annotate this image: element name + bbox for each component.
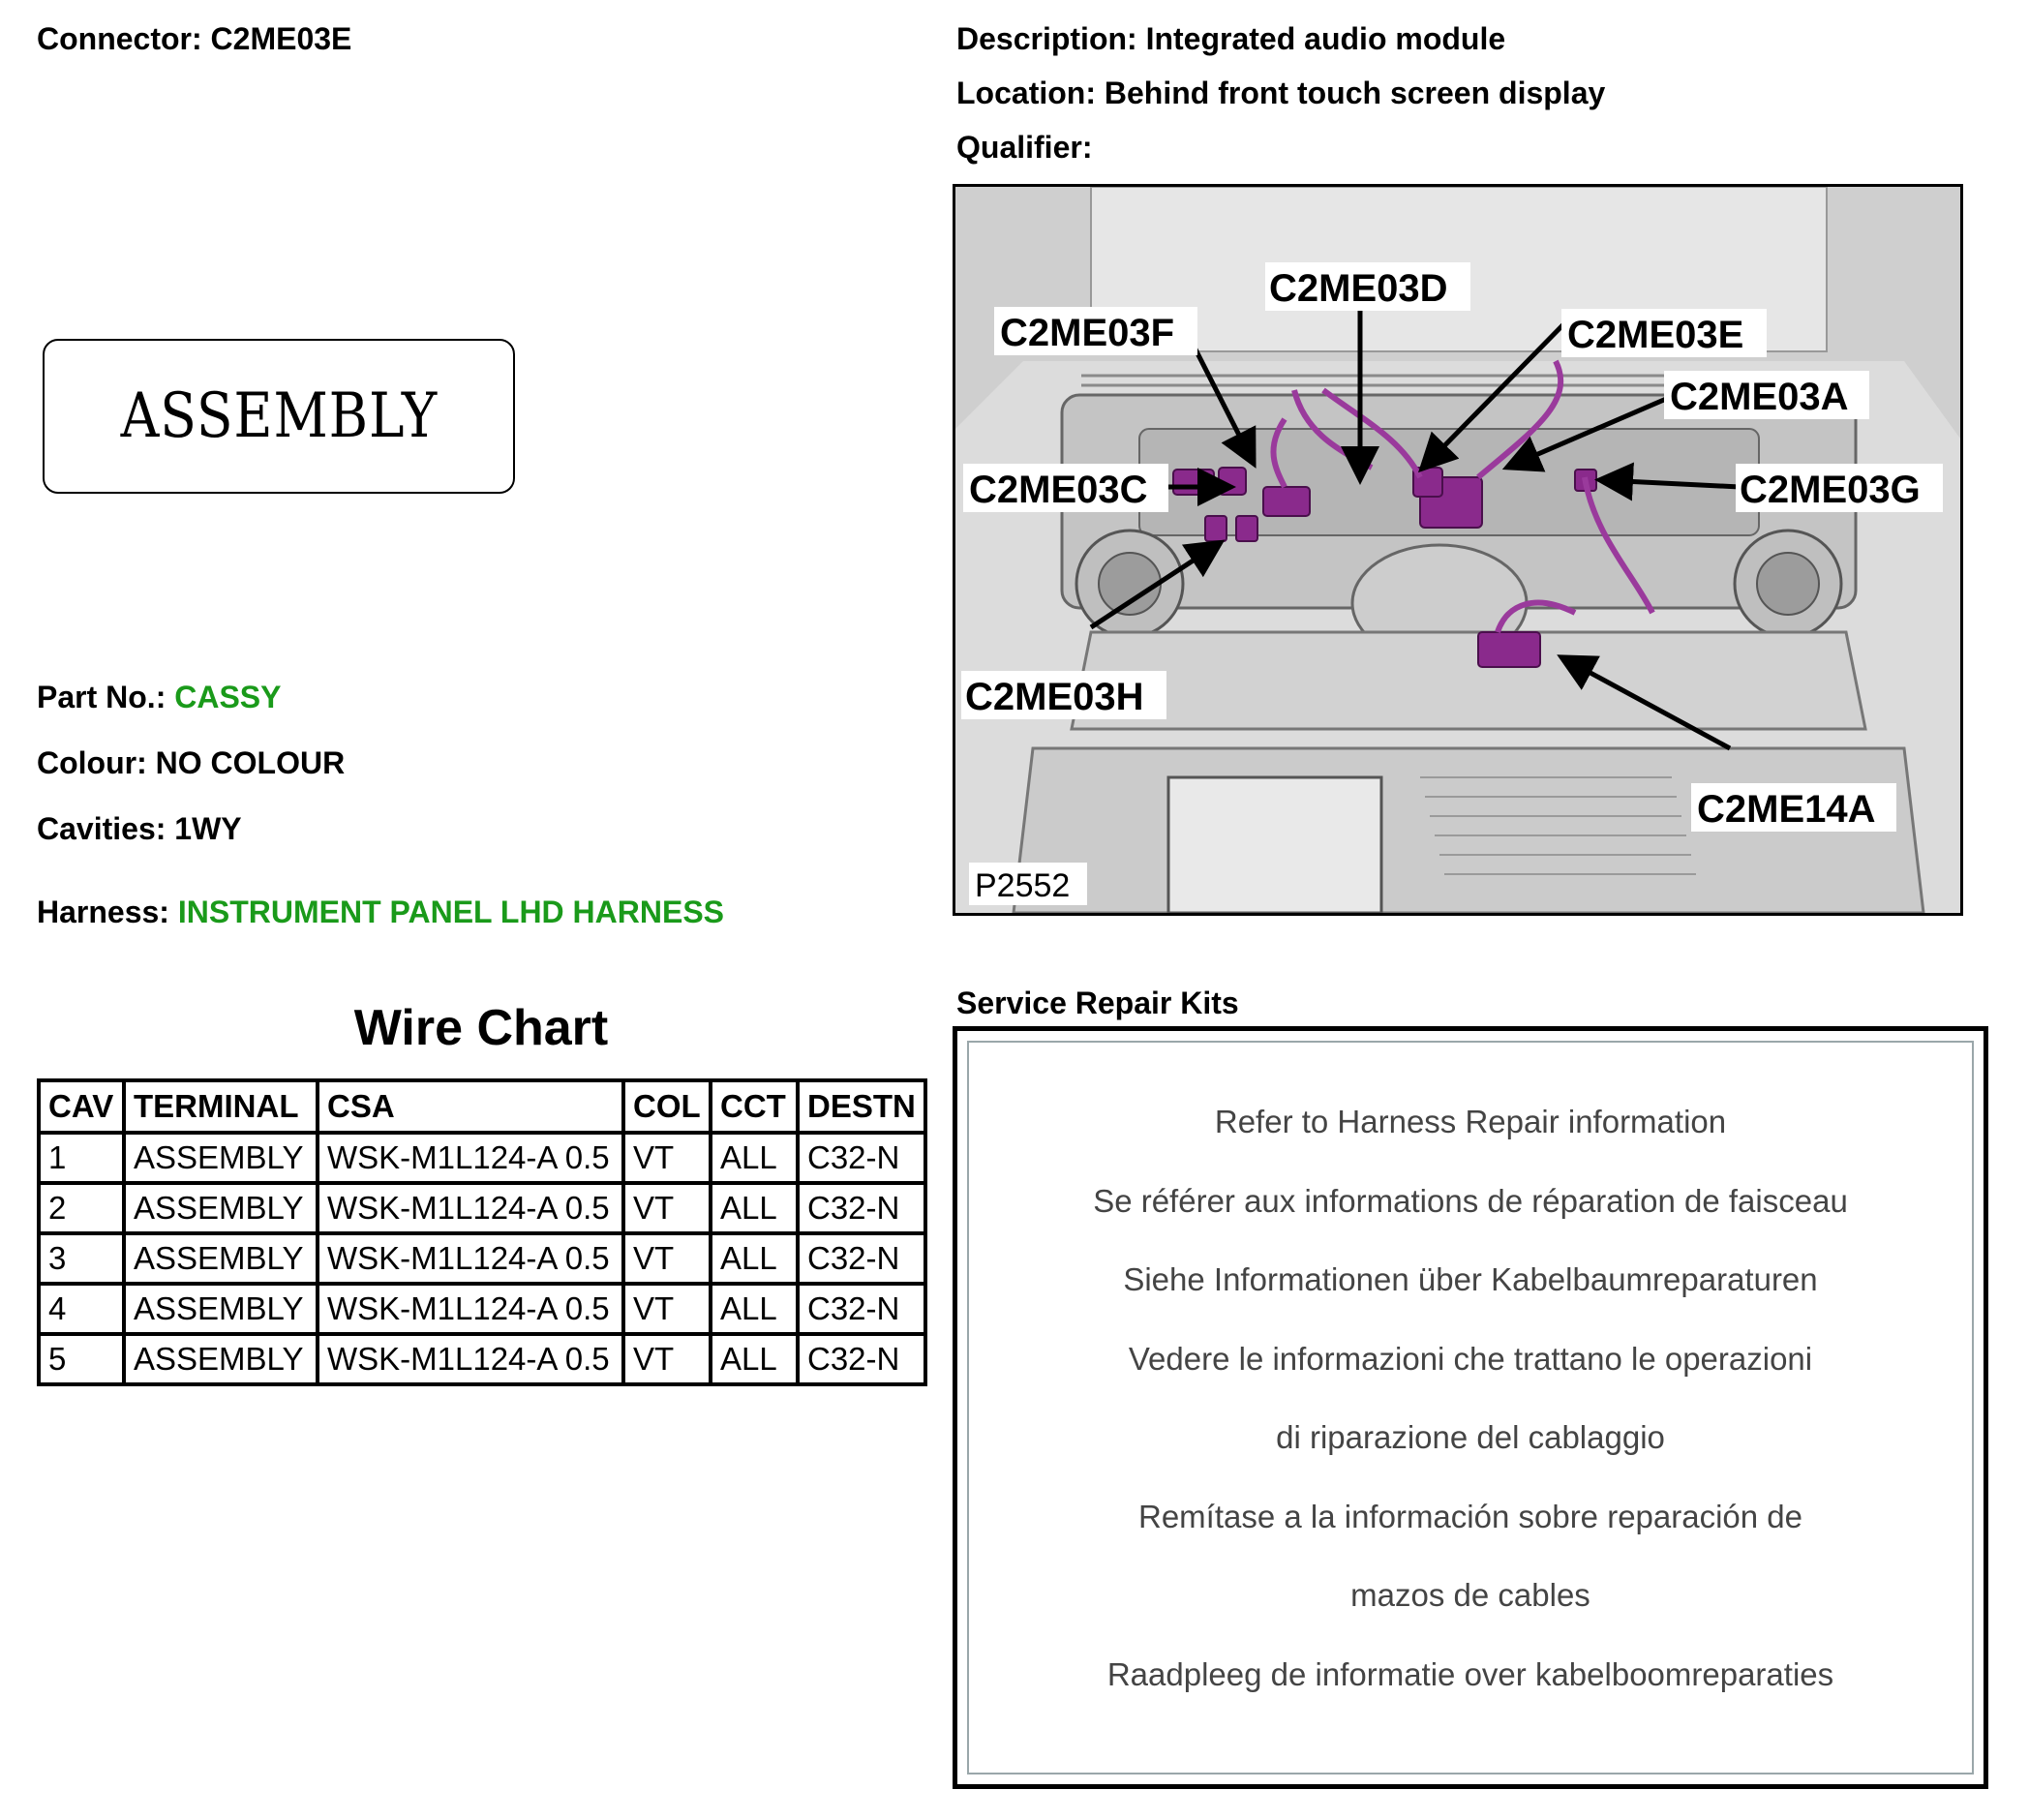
- colour-field: [37, 745, 345, 781]
- cell-destn: C32-N: [798, 1183, 925, 1233]
- col-col: COL: [623, 1080, 711, 1133]
- part-number-link[interactable]: CASSY: [174, 680, 282, 714]
- cell-cav: 4: [39, 1284, 124, 1334]
- label-c2me03f: C2ME03F: [1000, 312, 1175, 354]
- cell-cav: 3: [39, 1233, 124, 1284]
- location-field: [956, 76, 1605, 111]
- col-csa: CSA: [318, 1080, 623, 1133]
- cell-cct: ALL: [711, 1133, 798, 1183]
- label-c2me03h: C2ME03H: [965, 676, 1144, 718]
- table-row: [39, 1334, 925, 1384]
- label-c2me03a: C2ME03A: [1670, 376, 1849, 418]
- cell-col: VT: [623, 1233, 711, 1284]
- colour-label: Colour:: [37, 745, 147, 780]
- wire-chart-header-row: [39, 1080, 925, 1133]
- col-terminal: TERMINAL: [124, 1080, 318, 1133]
- cell-terminal: ASSEMBLY: [124, 1233, 318, 1284]
- cell-destn: C32-N: [798, 1284, 925, 1334]
- label-c2me14a: C2ME14A: [1697, 788, 1876, 831]
- repair-kits-line: Vedere le informazioni che trattano le operazioni: [1128, 1340, 1813, 1377]
- connector-location-image: [953, 184, 1963, 916]
- cell-col: VT: [623, 1284, 711, 1334]
- label-c2me03e: C2ME03E: [1567, 314, 1744, 356]
- cell-cav: 1: [39, 1133, 124, 1183]
- repair-kits-line: di riparazione del cablaggio: [1276, 1419, 1665, 1455]
- assembly-text: ASSEMBLY: [120, 380, 438, 452]
- repair-kits-line: Refer to Harness Repair information: [1214, 1104, 1727, 1139]
- col-cav: CAV: [39, 1080, 124, 1133]
- cell-cct: ALL: [711, 1183, 798, 1233]
- cell-csa: WSK-M1L124-A 0.5: [318, 1284, 623, 1334]
- description-label: Description:: [956, 21, 1137, 56]
- repair-kits-inner: [967, 1041, 1974, 1774]
- label-c2me03g: C2ME03G: [1740, 469, 1921, 511]
- repair-kits-line: mazos de cables: [1350, 1577, 1590, 1613]
- col-cct: CCT: [711, 1080, 798, 1133]
- repair-kits-line: Raadpleeg de informatie over kabelboomreparaties: [1106, 1655, 1834, 1692]
- cell-col: VT: [623, 1133, 711, 1183]
- cell-csa: WSK-M1L124-A 0.5: [318, 1133, 623, 1183]
- cavities-field: [37, 811, 242, 847]
- cell-col: VT: [623, 1334, 711, 1384]
- part-number-label: Part No.:: [37, 680, 167, 714]
- harness-label: Harness:: [37, 895, 169, 929]
- cell-csa: WSK-M1L124-A 0.5: [318, 1183, 623, 1233]
- description-field: [956, 21, 1505, 57]
- cell-col: VT: [623, 1183, 711, 1233]
- cell-terminal: ASSEMBLY: [124, 1183, 318, 1233]
- cell-cct: ALL: [711, 1334, 798, 1384]
- cell-terminal: ASSEMBLY: [124, 1133, 318, 1183]
- label-c2me03c: C2ME03C: [969, 469, 1148, 511]
- cell-cct: ALL: [711, 1284, 798, 1334]
- location-value: Behind front touch screen display: [1104, 76, 1606, 110]
- qualifier-label: Qualifier:: [956, 130, 1093, 165]
- location-label: Location:: [956, 76, 1096, 110]
- cell-csa: WSK-M1L124-A 0.5: [318, 1334, 623, 1384]
- description-value: Integrated audio module: [1145, 21, 1506, 56]
- colour-value: NO COLOUR: [155, 745, 346, 780]
- col-destn: DESTN: [798, 1080, 925, 1133]
- table-row: [39, 1183, 925, 1233]
- cavities-value: 1WY: [174, 811, 242, 846]
- wire-chart-table: [37, 1078, 927, 1386]
- repair-kits-box: [953, 1026, 1988, 1789]
- wire-chart-title: Wire Chart: [353, 1000, 609, 1056]
- figure-id: P2552: [975, 867, 1071, 904]
- cell-destn: C32-N: [798, 1233, 925, 1284]
- repair-kits-line: Se référer aux informations de réparation de faisceau: [1093, 1182, 1848, 1219]
- cell-destn: C32-N: [798, 1133, 925, 1183]
- cell-cav: 2: [39, 1183, 124, 1233]
- table-row: [39, 1284, 925, 1334]
- connector-label: Connector:: [37, 21, 202, 56]
- connector-field: [37, 21, 351, 57]
- assembly-box: [43, 339, 515, 494]
- label-c2me03d: C2ME03D: [1269, 267, 1448, 310]
- cell-cav: 5: [39, 1334, 124, 1384]
- table-row: [39, 1133, 925, 1183]
- repair-kits-line: Remítase a la información sobre reparación de: [1137, 1498, 1803, 1534]
- repair-kits-line: Siehe Informationen über Kabelbaumreparaturen: [1123, 1261, 1818, 1297]
- cell-terminal: ASSEMBLY: [124, 1334, 318, 1384]
- part-number-field: [37, 680, 281, 715]
- cell-terminal: ASSEMBLY: [124, 1284, 318, 1334]
- connector-value: C2ME03E: [210, 21, 352, 56]
- cell-destn: C32-N: [798, 1334, 925, 1384]
- cavities-label: Cavities:: [37, 811, 167, 846]
- qualifier-field: [956, 130, 1092, 166]
- table-row: [39, 1233, 925, 1284]
- harness-field: [37, 895, 724, 930]
- harness-link[interactable]: INSTRUMENT PANEL LHD HARNESS: [177, 895, 725, 929]
- cell-csa: WSK-M1L124-A 0.5: [318, 1233, 623, 1284]
- repair-kits-heading: Service Repair Kits: [956, 986, 1239, 1020]
- cell-cct: ALL: [711, 1233, 798, 1284]
